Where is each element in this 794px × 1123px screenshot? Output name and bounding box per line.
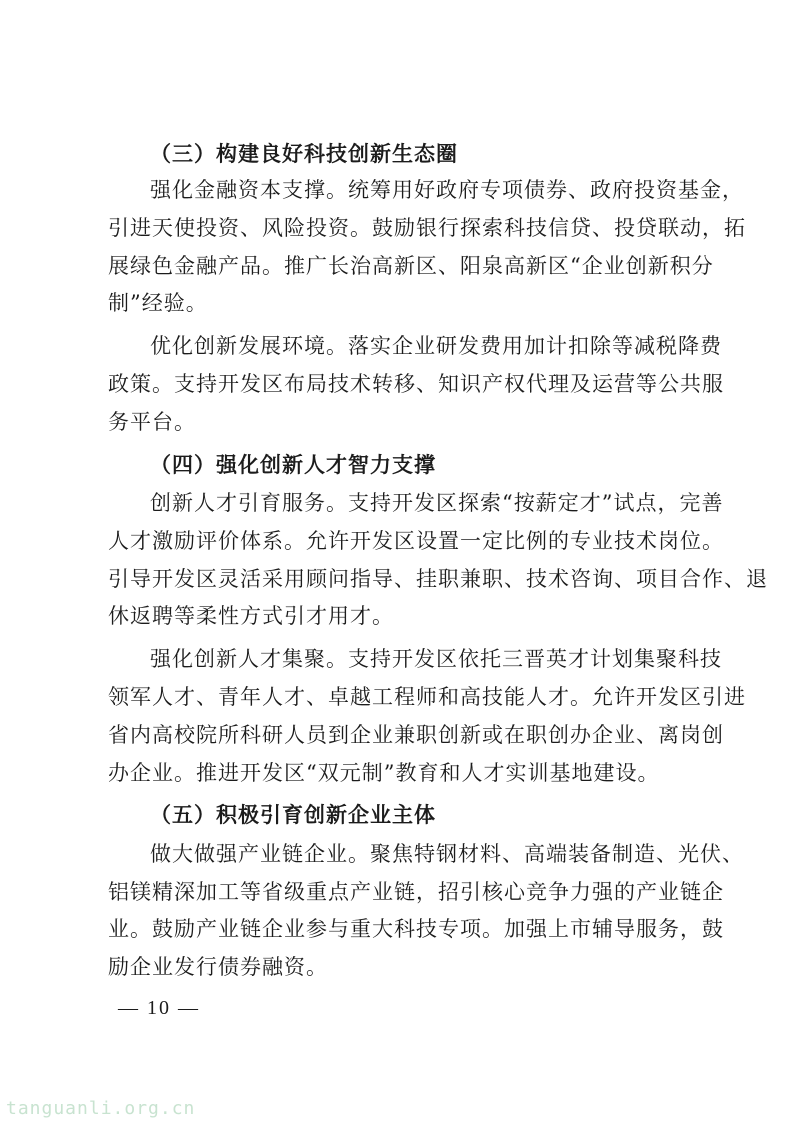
paragraph-line: 务平台。 bbox=[108, 410, 196, 434]
section-heading-5: （五）积极引育创新企业主体 bbox=[150, 802, 436, 827]
paragraph-line: 休返聘等柔性方式引才用才。 bbox=[108, 604, 394, 628]
page-number: — 10 — bbox=[118, 997, 200, 1019]
paragraph-line: 展绿色金融产品。推广长治高新区、阳泉高新区“企业创新积分 bbox=[108, 254, 714, 278]
paragraph-line: 铝镁精深加工等省级重点产业链，招引核心竞争力强的产业链企 bbox=[108, 880, 724, 904]
paragraph-line: 制”经验。 bbox=[108, 291, 208, 315]
paragraph-line: 强化金融资本支撑。统筹用好政府专项债券、政府投资基金， bbox=[150, 178, 744, 202]
paragraph-line: 人才激励评价体系。允许开发区设置一定比例的专业技术岗位。 bbox=[108, 529, 724, 553]
paragraph-line: 创新人才引育服务。支持开发区探索“按薪定才”试点，完善 bbox=[150, 491, 724, 515]
section-heading-3: （三）构建良好科技创新生态圈 bbox=[150, 141, 458, 166]
paragraph-line: 引进天使投资、风险投资。鼓励银行探索科技信贷、投贷联动，拓 bbox=[108, 216, 746, 240]
watermark-text: tanguanli.org.cn bbox=[6, 1098, 196, 1119]
paragraph-line: 引导开发区灵活采用顾问指导、挂职兼职、技术咨询、项目合作、退 bbox=[108, 567, 768, 591]
paragraph-line: 省内高校院所科研人员到企业兼职创新或在职创办企业、离岗创 bbox=[108, 723, 724, 747]
paragraph-line: 做大做强产业链企业。聚焦特钢材料、高端装备制造、光伏、 bbox=[150, 842, 744, 866]
section-heading-4: （四）强化创新人才智力支撑 bbox=[150, 452, 436, 477]
paragraph-line: 励企业发行债券融资。 bbox=[108, 955, 328, 979]
paragraph-line: 强化创新人才集聚。支持开发区依托三晋英才计划集聚科技 bbox=[150, 647, 722, 671]
paragraph-line: 业。鼓励产业链企业参与重大科技专项。加强上市辅导服务，鼓 bbox=[108, 917, 724, 941]
paragraph-line: 优化创新发展环境。落实企业研发费用加计扣除等减税降费 bbox=[150, 334, 722, 358]
paragraph-line: 领军人才、青年人才、卓越工程师和高技能人才。允许开发区引进 bbox=[108, 685, 746, 709]
paragraph-line: 政策。支持开发区布局技术转移、知识产权代理及运营等公共服 bbox=[108, 372, 724, 396]
paragraph-line: 办企业。推进开发区“双元制”教育和人才实训基地建设。 bbox=[108, 761, 660, 785]
